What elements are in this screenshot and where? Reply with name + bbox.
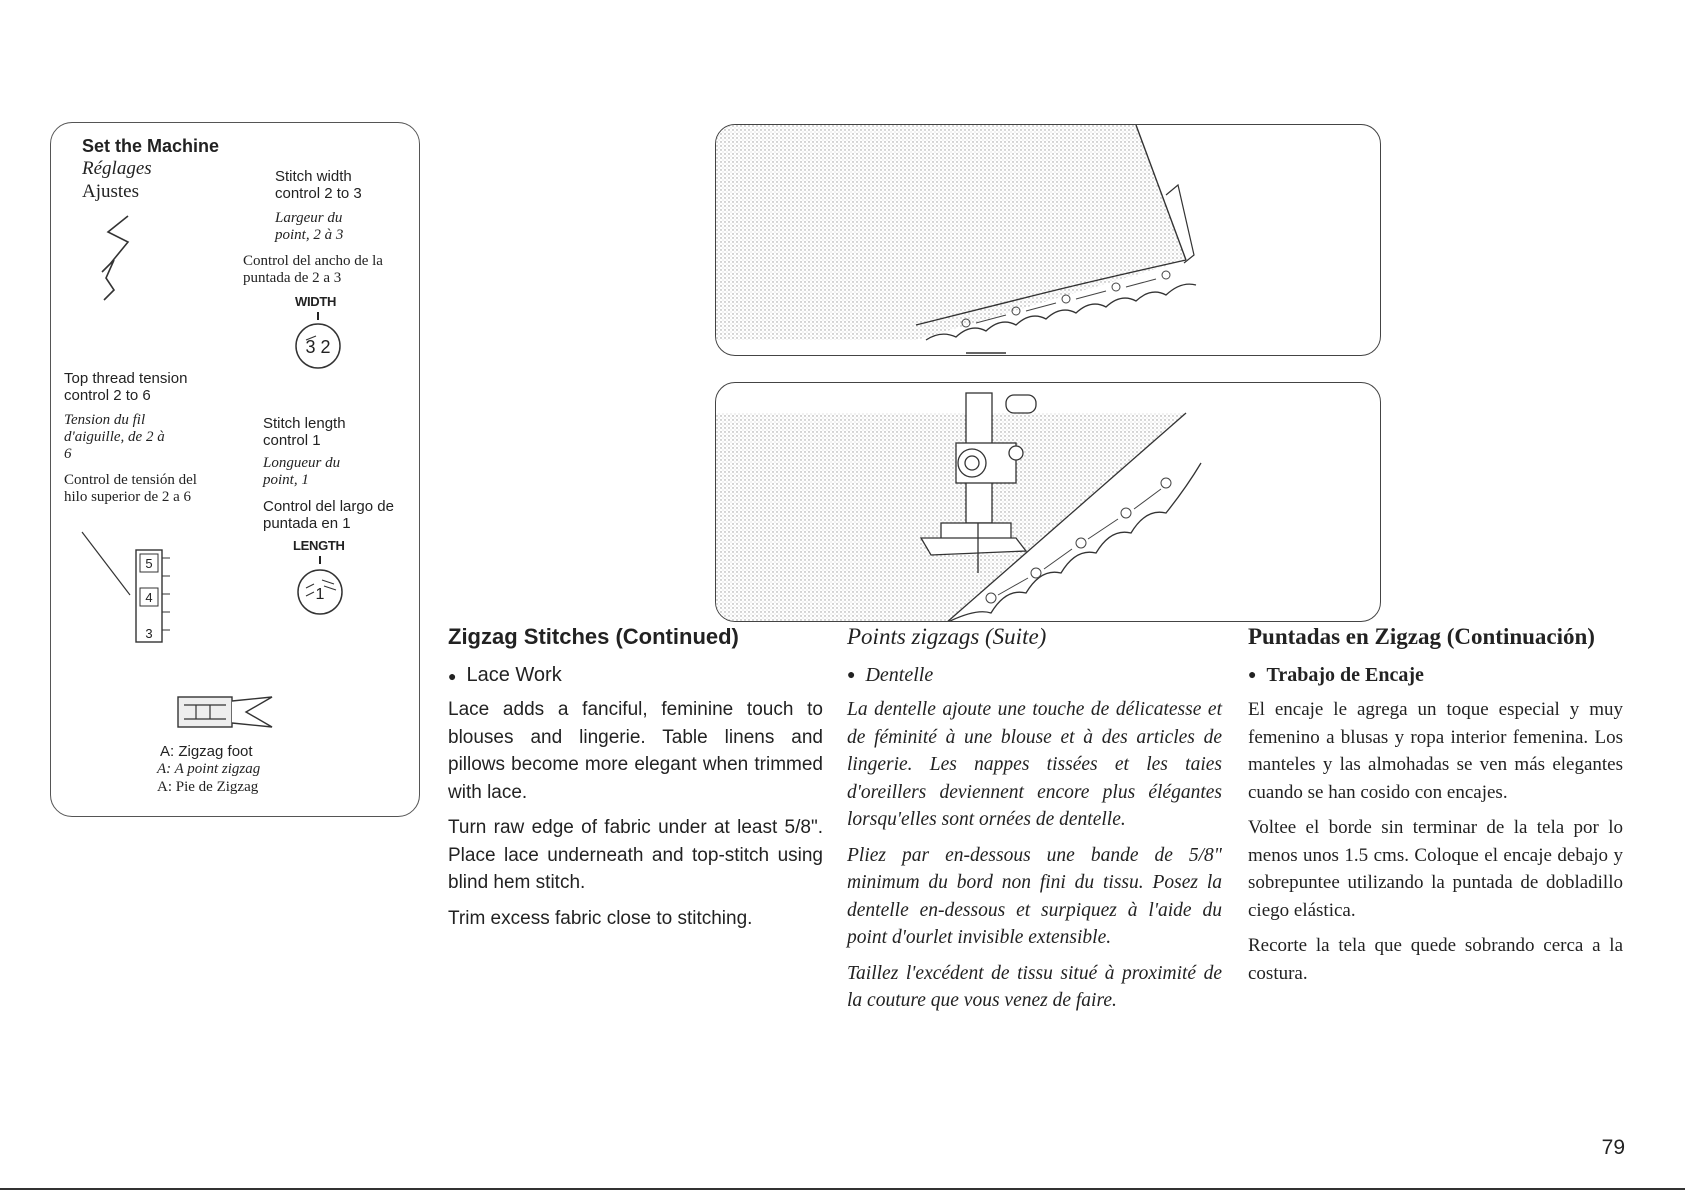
english-paragraph: Trim excess fabric close to stitching. xyxy=(448,907,753,929)
page-number: 79 xyxy=(1601,1136,1625,1159)
foot-label-fr: A: A point zigzag xyxy=(157,761,261,777)
tension-label-es: Control de tensión del hilo superior de 2 a 6 xyxy=(64,472,197,505)
length-dial-label: LENGTH xyxy=(293,538,345,553)
tension-dial-value: 5 xyxy=(145,556,153,571)
spanish-title: Puntadas en Zigzag (Continuación) xyxy=(1248,624,1595,649)
french-subtitle-text: Dentelle xyxy=(865,664,934,686)
width-dial-icon xyxy=(290,310,346,370)
spanish-paragraph: Voltee el borde sin terminar de la tela por lo menos unos 1.5 cms. Coloque el encaje debajo y sobrepuntee utilizando la puntada de dobladillo ciego elástica. xyxy=(1248,817,1623,921)
spanish-subtitle-text: Trabajo de Encaje xyxy=(1266,664,1424,686)
zigzag-foot-icon xyxy=(176,693,276,731)
spanish-paragraph: El encaje le agrega un toque especial y muy femenino a blusas y ropa interior femenina. Los manteles y las almohadas se ven más elegantes cuando se han cosido con encajes. xyxy=(1248,699,1623,803)
french-subtitle: ● Dentelle xyxy=(847,664,934,686)
tension-dial-value: 3 xyxy=(145,626,153,641)
french-paragraph: Pliez par en-dessous une bande de 5/8" minimum du bord non fini du tissu. Posez la dentelle en-dessous et surpiquez à l'aide du point d'ourlet invisible extensible. xyxy=(847,844,1222,948)
settings-heading-fr: Réglages xyxy=(82,158,152,179)
tension-label-en: Top thread tension control 2 to 6 xyxy=(64,370,188,404)
presser-foot-on-lace-drawing xyxy=(716,383,1381,622)
stitch-length-label-en: Stitch length control 1 xyxy=(263,415,346,449)
foot-label-en: A: Zigzag foot xyxy=(160,743,253,760)
stitch-length-label-es: Control del largo de puntada en 1 xyxy=(263,498,394,532)
spanish-column xyxy=(1248,624,1623,995)
spanish-paragraph: Recorte la tela que quede sobrando cerca a la costura. xyxy=(1248,935,1623,984)
spanish-subtitle: ● Trabajo de Encaje xyxy=(1248,664,1424,686)
width-dial-value: 3 2 xyxy=(305,337,331,357)
french-title: Points zigzags (Suite) xyxy=(847,624,1047,649)
bottom-divider xyxy=(0,1188,1685,1190)
tension-label-fr: Tension du fil d'aiguille, de 2 à 6 xyxy=(64,412,165,462)
stitch-width-label-en: Stitch width control 2 to 3 xyxy=(275,168,362,202)
foot-label-es: A: Pie de Zigzag xyxy=(157,779,259,795)
english-paragraph: Turn raw edge of fabric under at least 5/8". Place lace underneath and top-stitch using blind hem stitch. xyxy=(448,817,823,893)
english-column xyxy=(448,624,823,940)
stitch-width-label-es: Control del ancho de la puntada de 2 a 3 xyxy=(243,253,383,286)
english-paragraph: Lace adds a fanciful, feminine touch to blouses and lingerie. Table linens and pillows become more elegant when trimmed with lace. xyxy=(448,699,823,803)
settings-heading-es: Ajustes xyxy=(82,181,139,202)
settings-heading: Set the Machine xyxy=(82,136,220,156)
stitch-width-label-fr: Largeur du point, 2 à 3 xyxy=(275,210,344,243)
french-paragraph: La dentelle ajoute une touche de délicatesse et de féminité à une blouse et à des articles de lingerie. Les nappes tissées et les taies d'oreillers deviennent encore plus élégantes lorsqu'elles sont ornées de dentelle. xyxy=(847,699,1222,830)
english-subtitle-text: Lace Work xyxy=(466,664,562,686)
english-title: Zigzag Stitches (Continued) xyxy=(448,624,739,649)
stitch-length-label-fr: Longueur du point, 1 xyxy=(263,455,341,488)
width-dial-label: WIDTH xyxy=(295,294,337,309)
length-dial-icon xyxy=(292,554,348,618)
length-dial-value: 1 xyxy=(315,586,325,603)
french-column xyxy=(847,624,1222,1023)
tension-dial-value: 4 xyxy=(145,590,153,605)
blind-hem-stitch-icon xyxy=(92,212,140,302)
english-subtitle: ● Lace Work xyxy=(448,664,562,686)
lace-edge-illustration xyxy=(715,124,1381,356)
french-paragraph: Taillez l'excédent de tissu situé à proximité de la couture que vous venez de faire. xyxy=(847,962,1222,1011)
fabric-with-lace-drawing xyxy=(716,125,1381,356)
sewing-lace-illustration xyxy=(715,382,1381,622)
tension-dial-icon xyxy=(80,530,190,650)
